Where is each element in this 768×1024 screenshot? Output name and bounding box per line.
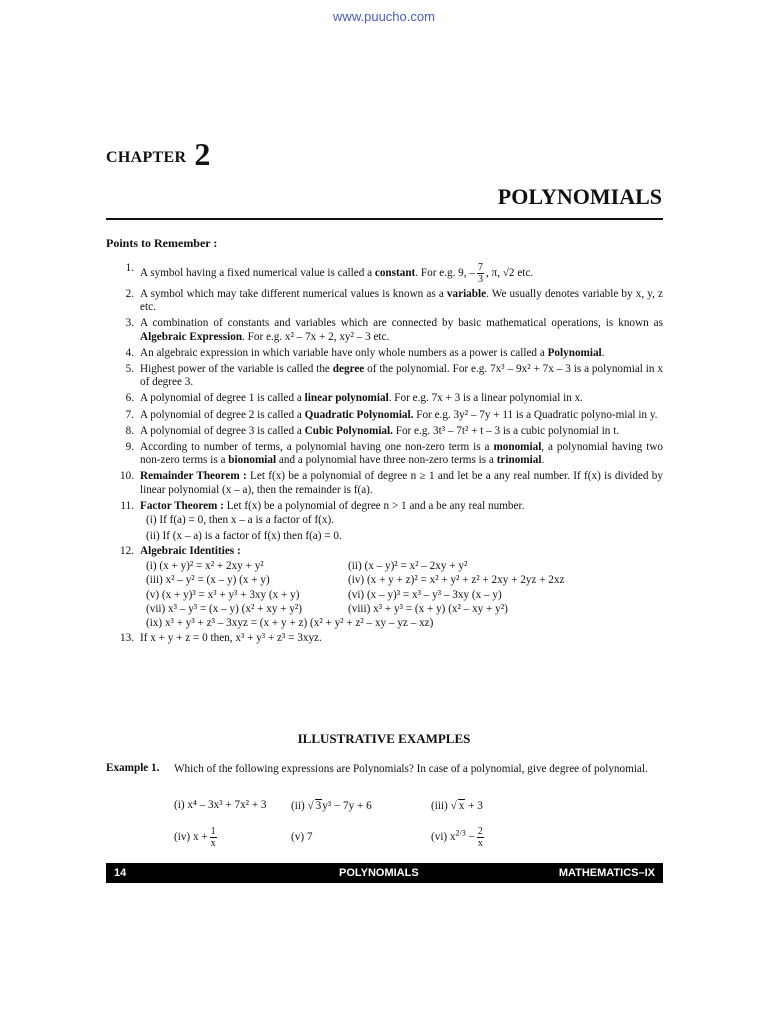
list-item <box>106 317 663 344</box>
identity: (vi) (x – y)³ = x³ – y³ – 3xy (x – y) <box>348 588 502 601</box>
item-number: 7. <box>125 408 134 421</box>
page-number: 14 <box>114 867 127 879</box>
item-text: A symbol having a fixed numerical value is called a constant. For e.g. 9, – $\frac{7}{3}$ , π, √2 etc. <box>140 262 534 285</box>
site-url[interactable]: www.puucho.com <box>333 9 435 24</box>
footer-chapter: POLYNOMIALS <box>339 867 419 879</box>
points-list <box>106 262 663 649</box>
page-footer <box>106 863 663 883</box>
option-v: (v) 7 <box>291 831 313 843</box>
item-text: Algebraic Identities : <box>140 545 241 558</box>
option-iii: (iii) √ x + 3 <box>431 800 483 812</box>
identity: (v) (x + y)³ = x³ + y³ + 3xy (x + y) <box>146 588 300 601</box>
footer-subject: MATHEMATICS–IX <box>558 867 655 879</box>
list-item <box>106 288 663 315</box>
identity: (iii) x² – y² = (x – y) (x + y) <box>146 574 270 587</box>
chapter-title: POLYNOMIALS <box>497 184 662 209</box>
identities-grid <box>106 560 663 617</box>
item-number: 11. <box>120 499 134 512</box>
item-text: A symbol which may take different numerical values is known as a variable. We usually denotes variable by x, y, z etc. <box>140 287 663 314</box>
item-number: 5. <box>125 362 134 375</box>
identity: (iv) (x + y + z)² = x² + y² + z² + 2xy + 2yz + 2xz <box>348 574 565 587</box>
fraction: $\frac{1}{x}$ <box>210 826 216 849</box>
item-text: A combination of constants and variables which are connected by basic mathematical operations, is known as Algebraic Expression. For e.g. x² – 7x + 2, xy² – 3 etc. <box>140 317 663 343</box>
chapter-label: CHAPTER <box>106 149 187 166</box>
identity: (ix) x³ + y³ + z³ – 3xyz = (x + y + z) (x² + y² + z² – xy – yz – xz) <box>146 616 434 629</box>
option-iv: (iv) x + $\frac{1}{x}$ <box>174 826 216 849</box>
option-ii: (ii) √ 3y³ − 7y + 6 <box>291 800 372 812</box>
factor-theorem-part-ii: (ii) If (x – a) is a factor of f(x) then f(a) = 0. <box>146 529 342 542</box>
list-item <box>106 470 663 497</box>
list-item <box>106 425 663 439</box>
identity: (viii) x³ + y³ = (x + y) (x² – xy + y²) <box>348 603 508 616</box>
list-item <box>106 392 663 406</box>
item-text: A polynomial of degree 3 is called a Cubic Polynomial. For e.g. 3t³ – 7t² + t – 3 is a cubic polynomial in t. <box>140 424 620 437</box>
identity: (vii) x³ – y³ = (x – y) (x² + xy + y²) <box>146 603 303 616</box>
item-text: Highest power of the variable is called the degree of the polynomial. For e.g. 7x³ – 9x² + 7x – 3 is a polynomial in x of degree 3. <box>140 362 663 389</box>
list-item <box>106 409 663 423</box>
item-text: Remainder Theorem : Let f(x) be a polynomial of degree n ≥ 1 and let be a any real number. If f(x) is divided by linear polynomial (x – a), then the remainder is f(a). <box>140 470 663 496</box>
example-question: Which of the following expressions are Polynomials? In case of a polynomial, give degree of polynomial. <box>174 763 648 775</box>
item-text: A polynomial of degree 2 is called a Quadratic Polynomial. For e.g. 3y² – 7y + 11 is a Quadratic polyno-mial in y. <box>140 408 658 421</box>
list-item <box>106 500 663 514</box>
item-number: 1. <box>125 262 134 274</box>
illustrative-heading: ILLUSTRATIVE EXAMPLES <box>297 731 471 746</box>
item-number: 9. <box>125 440 134 453</box>
example-label: Example 1. <box>106 762 160 774</box>
sqrt-symbol: √ <box>450 800 457 812</box>
option-vi: (vi) $x^{2/3}$ − $\frac{2}{x}$ <box>431 826 483 849</box>
item-number: 8. <box>125 424 134 437</box>
points-heading: Points to Remember : <box>106 236 218 250</box>
item-number: 6. <box>125 392 134 405</box>
item-number: 13. <box>120 632 134 645</box>
item-text: If x + y + z = 0 then, x³ + y³ + z³ = 3xyz. <box>140 632 322 645</box>
item-number: 10. <box>120 470 134 483</box>
chapter-heading <box>106 136 211 173</box>
item-text: According to number of terms, a polynomial having one non-zero term is a monomial, a polynomial having two non-zero terms is a bionomial and a polynomial have three non-zero terms is a trinomial. <box>140 440 663 467</box>
item-number: 12. <box>120 545 134 558</box>
title-divider <box>106 218 663 220</box>
list-item <box>106 363 663 390</box>
list-item <box>106 441 663 468</box>
item-text: A polynomial of degree 1 is called a linear polynomial. For e.g. 7x + 3 is a linear polynomial in x. <box>140 392 583 405</box>
sqrt-symbol: √ <box>307 800 314 812</box>
fraction: $\frac{7}{3}$ <box>477 262 483 285</box>
item-text: Factor Theorem : Let f(x) be a polynomial of degree n > 1 and a be any real number. <box>140 499 525 512</box>
identity: (ii) (x – y)² = x² – 2xy + y² <box>348 559 468 572</box>
item-text: An algebraic expression in which variable have only whole numbers as a power is called a Polynomial. <box>140 346 605 359</box>
list-item <box>106 632 663 646</box>
fraction: $\frac{2}{x}$ <box>477 826 483 849</box>
item-number: 2. <box>125 287 134 300</box>
identity: (i) (x + y)² = x² + 2xy + y² <box>146 559 264 572</box>
list-item <box>106 262 663 285</box>
list-item <box>106 545 663 559</box>
list-item <box>106 347 663 361</box>
option-i: (i) x⁴ – 3x³ + 7x² + 3 <box>174 799 267 811</box>
chapter-number: 2 <box>194 136 211 172</box>
item-number: 3. <box>125 317 134 330</box>
item-number: 4. <box>125 346 134 359</box>
factor-theorem-part-i: (i) If f(a) = 0, then x – a is a factor of f(x). <box>146 514 335 527</box>
